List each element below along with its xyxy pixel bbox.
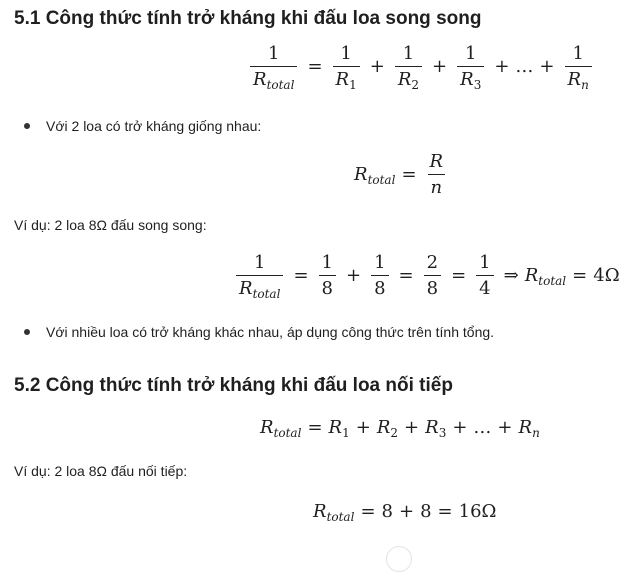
parallel-formula: $\frac{1}{R_{total}}$ = $\frac{1}{R_1}$ + $\frac{1}{R_2}$ + $\frac{1}{R_3}$ + … + $\frac{1}{R_n}$ (246, 44, 596, 90)
bullet-dot (24, 123, 30, 129)
series-example-formula: $R_{total}$ = 8 + 8 = 16Ω (313, 501, 497, 524)
series-formula: $R_{total}$ = $R_1$ + $R_2$ + $R_3$ + … + $R_n$ (260, 417, 540, 440)
series-example-text: Ví dụ: 2 loa 8Ω đấu nối tiếp: (14, 463, 188, 479)
section-5-1-heading: 5.1 Công thức tính trở kháng khi đấu loa song song (14, 8, 482, 29)
parallel-example-text: Ví dụ: 2 loa 8Ω đấu song song: (14, 217, 207, 233)
same-impedance-formula: $R_{total}$ = $\frac{R}{n}$ (354, 152, 450, 198)
bullet-dot (24, 329, 30, 335)
section-5-2-heading: 5.2 Công thức tính trở kháng khi đấu loa nối tiếp (14, 375, 453, 396)
scroll-to-bottom-button[interactable] (386, 546, 412, 572)
parallel-example-formula: $\frac{1}{R_{total}}$ = $\frac{1}{8}$ + $\frac{1}{8}$ = $\frac{2}{8}$ = $\frac{1}{4}$ ⇒ $R_{total}$ = 4Ω (232, 253, 620, 299)
